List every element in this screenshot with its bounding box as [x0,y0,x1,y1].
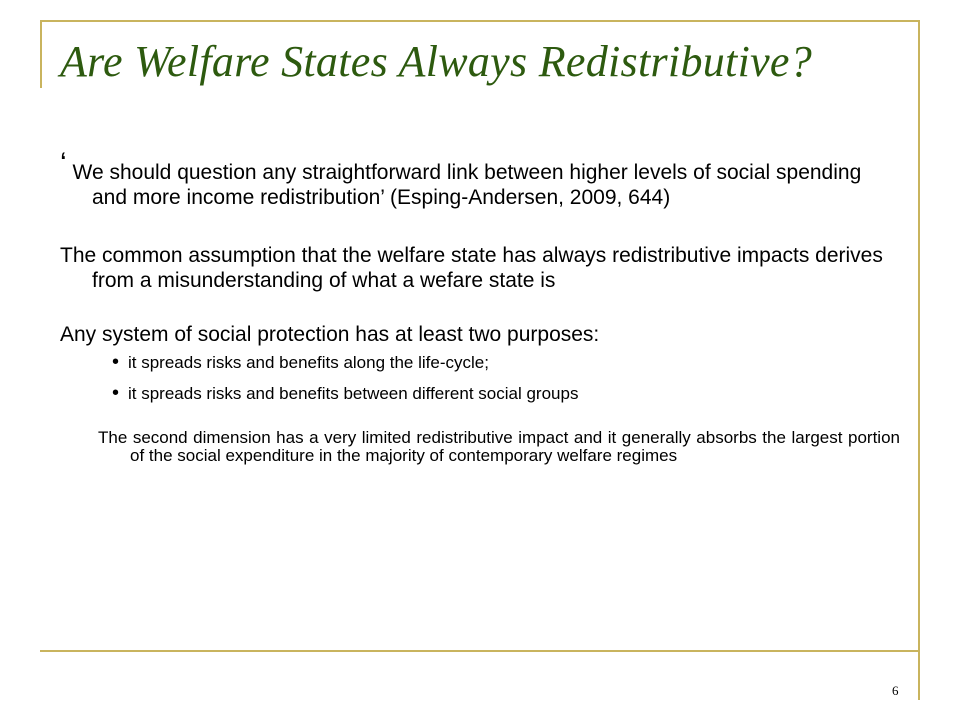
frame-top-line [40,20,920,22]
frame-bottom-line [40,650,920,652]
list-item [112,382,900,404]
list-item [112,351,900,373]
list-item-text: it spreads risks and benefits along the life-cycle; [128,353,489,372]
quote-text: We should question any straightforward link between higher levels of social spending and more income redistribution’ (Esping-Andersen, 2009, 644) [72,161,862,209]
second-dimension-paragraph: The second dimension has a very limited redistributive impact and it generally absorbs the largest portion of the social expenditure in the majority of contemporary welfare regimes [98,428,900,465]
assumption-paragraph: The common assumption that the welfare state has always redistributive impacts derives from a misunderstanding of what a wefare state is [60,244,883,292]
quote-paragraph [60,147,900,210]
bullet-icon: • [112,382,120,404]
bullet-icon: • [112,351,120,373]
purposes-paragraph: Any system of social protection has at least two purposes: [60,323,600,346]
frame-left-line [40,20,42,88]
opening-quote-mark: ‘ [60,147,67,180]
list-item-text: it spreads risks and benefits between different social groups [128,384,579,403]
frame-right-line [918,20,920,700]
slide-title: Are Welfare States Always Redistributive? [60,37,813,86]
slide-body [60,147,900,465]
purposes-list [60,353,900,404]
page-number: 6 [892,683,899,698]
